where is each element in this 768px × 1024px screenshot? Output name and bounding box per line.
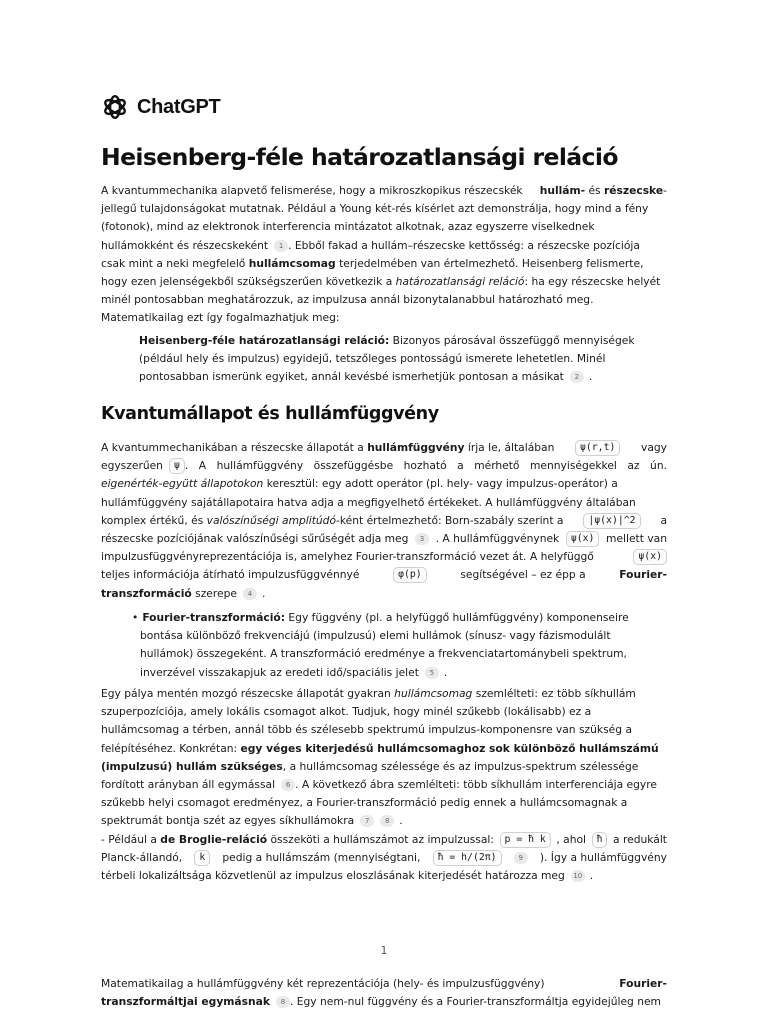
inline-code: |ψ(x)|^2: [583, 513, 640, 529]
citation-badge[interactable]: 8: [276, 996, 290, 1008]
citation-badge[interactable]: 9: [514, 852, 528, 864]
text-line: csak mint a neki megfelelő hullámcsomag terjedelmében van értelmezhető. Heisenberg felismerte,: [101, 256, 644, 270]
inline-code: p = ħ k: [500, 832, 551, 848]
text-line: minél pontosabban meghatározzuk, az impulzusa annál bizonytalanabbul határozható meg.: [101, 293, 594, 307]
text-line: Matematikailag ezt így fogalmazhatjuk meg:: [101, 311, 340, 325]
citation-badge[interactable]: 4: [243, 588, 257, 600]
citation-badge[interactable]: 2: [570, 371, 584, 383]
inline-code: ψ(r,t): [575, 440, 620, 456]
text-line: szűkebb helyi csomagot eredményez, a Fourier-transzformáció pedig ennek a hullámcsomagnak a: [101, 796, 628, 810]
text-line: Egy pálya mentén mozgó részecske állapotát gyakran hullámcsomag szemlélteti: ez több síkhullám: [101, 687, 636, 700]
text-line: • Fourier-transzformáció: Egy függvény (pl. a helyfüggő hullámfüggvény) komponenseire: [132, 609, 672, 627]
section-heading: Kvantumállapot és hullámfüggvény: [101, 404, 439, 424]
document-page: [101, 93, 667, 1009]
inline-code: ψ(x): [633, 549, 667, 565]
text-line: transzformáció szerepe 4 .: [101, 586, 266, 600]
inline-code: ħ: [592, 832, 608, 848]
citation-badge[interactable]: 8: [380, 815, 394, 827]
text-line: inverzével visszakapjuk az eredeti idő/spaciális jelet 5 .: [140, 665, 448, 679]
text-line: transzformáltjai egymásnak 8 . Egy nem-nul függvény és a Fourier-transzformáltja egyidejűleg nem: [101, 995, 661, 1009]
wavefunction-paragraph: [101, 439, 667, 603]
text-line: részecske pozíciójának valószínűségi sűrűségét adja meg 3 . A hullámfüggvénynek ψ(x) mellett van: [101, 530, 667, 548]
text-line: komplex értékű, és valószínűségi amplitúdó-ként értelmezhető: Born-szabály szerint a |ψ(x)|^2 a: [101, 512, 667, 530]
inline-code: ħ = h/(2π): [433, 850, 502, 866]
text-line: (impulzusú) hullám szükséges , a hullámcsomag szélessége és az impulzus-spektrum szélessége: [101, 759, 639, 773]
inline-code: ψ(x): [566, 531, 600, 547]
openai-logo-icon: [101, 93, 129, 121]
text-line: A kvantummechanikában a részecske állapotát a hullámfüggvény írja le, általában ψ(r,t) vagy: [101, 439, 667, 457]
text-line: (fotonok), mind az elektronok interferencia mintázatot alkotnak, azaz egyszerre viselkednek: [101, 220, 595, 234]
fourier-paragraph: [101, 975, 667, 1011]
text-line: pontosabban ismerünk egyiket, annál kevésbé ismerhetjük pontosan a másikat 2 .: [139, 370, 593, 384]
text-line: hullámcsomag a térben, annál több és szélesebb spektrumú impulzus-komponensre van szükség a: [101, 723, 632, 737]
bullet-marker: •: [132, 611, 139, 624]
inline-code: φ(p): [393, 567, 427, 583]
intro-paragraph: [101, 182, 667, 328]
citation-badge[interactable]: 7: [360, 815, 374, 827]
text-line: szuperpozíciója, amely lokális csomagot alkot. Tudjuk, hogy minél szűkebb (lokálisabb) ez a: [101, 705, 592, 719]
text-line: - Például a de Broglie-reláció összeköti a hullámszámot az impulzussal: p = ħ k , ahol ħ a redukált: [101, 831, 667, 849]
citation-badge[interactable]: 6: [281, 779, 295, 791]
text-line: hullámfüggvény sajátállapotaira hatva adja a megfigyelhető értékeket. A hullámfüggvény általában: [101, 495, 636, 509]
wavepacket-paragraph: [101, 685, 667, 885]
text-line: hullámokként és részecskeként 1 . Ebből fakad a hullám–részecske kettősség: a részecske pozíciója: [101, 238, 640, 252]
text-line: felépítéséhez. Konkrétan: egy véges kiterjedésű hullámcsomaghoz sok különböző hullámszámú: [101, 741, 659, 755]
inline-code: ψ: [169, 458, 185, 474]
inline-code: k: [194, 850, 210, 866]
text-line: jellegű tulajdonságokat mutatnak. Például a Young két-rés kísérlet azt demonstrálja, hogy mind a fény: [101, 202, 649, 216]
page-title: Heisenberg-féle határozatlansági reláció: [101, 143, 618, 171]
citation-badge[interactable]: 3: [415, 533, 429, 545]
page-number: 1: [380, 944, 388, 957]
definition-block: [139, 332, 634, 387]
text-line: Heisenberg-féle határozatlansági reláció: Bizonyos párosával összefüggő mennyiségek: [139, 334, 635, 347]
text-line: egyszerűen ψ . A hullámfüggvény összefüggésbe hozható a mérhető mennyiségekkel az ún.: [101, 457, 667, 475]
text-line: fordított arányban áll egymással 6 . A következő ábra szemlélteti: több síkhullám interferenciája egyre: [101, 777, 657, 791]
text-line: Matematikailag a hullámfüggvény két reprezentációja (hely- és impulzusfüggvény) Fourier-: [101, 977, 667, 990]
text-line: bontása különböző frekvenciájú (impulzusú) elemi hullámok (sínusz- vagy fázismodulált: [140, 629, 611, 643]
text-line: spektrumát bontja szét az egyes síkhullámokra 7 8 .: [101, 814, 403, 828]
text-line: (például hely és impulzus) egyidejű, tetszőleges pontosságú ismerete lehetetlen. Minél: [139, 352, 606, 366]
text-line: impulzusfüggvényreprezentációja is, amelyhez Fourier-transzformáció vezet át. A helyfüggő ψ(x): [101, 548, 667, 566]
text-line: teljes információja átírható impulzusfüggvénnyé φ(p) segítségével – ez épp a Fourier-: [101, 566, 667, 584]
text-line: hogy ezen jelenségekből szükségszerűen következik a határozatlansági reláció : ha egy részecske helyét: [101, 274, 661, 288]
text-line: Planck-állandó, k pedig a hullámszám (mennyiségtani, ħ = h/(2π) 9 ). Így a hullámfüggvény: [101, 849, 667, 867]
list-item: [132, 609, 672, 682]
brand-name: ChatGPT: [137, 95, 221, 118]
brand-header: [101, 93, 667, 121]
text-line: eigenérték-együtt állapotokon keresztül: egy adott operátor (pl. hely- vagy impulzus-operátor) a: [101, 477, 618, 491]
citation-badge[interactable]: 1: [274, 240, 288, 252]
text-line: hullámok) összegeként. A transzformáció eredménye a frekvenciatartománybeli spektrum,: [140, 647, 627, 661]
text-line: térbeli lokalizáltsága közvetlenül az impulzus eloszlásának kiterjedését határozza meg 10 .: [101, 868, 594, 882]
citation-badge[interactable]: 10: [571, 870, 585, 882]
citation-badge[interactable]: 5: [425, 667, 439, 679]
text-line: A kvantummechanika alapvető felismerése, hogy a mikroszkopikus részecskék hullám- és részecske-: [101, 184, 667, 197]
